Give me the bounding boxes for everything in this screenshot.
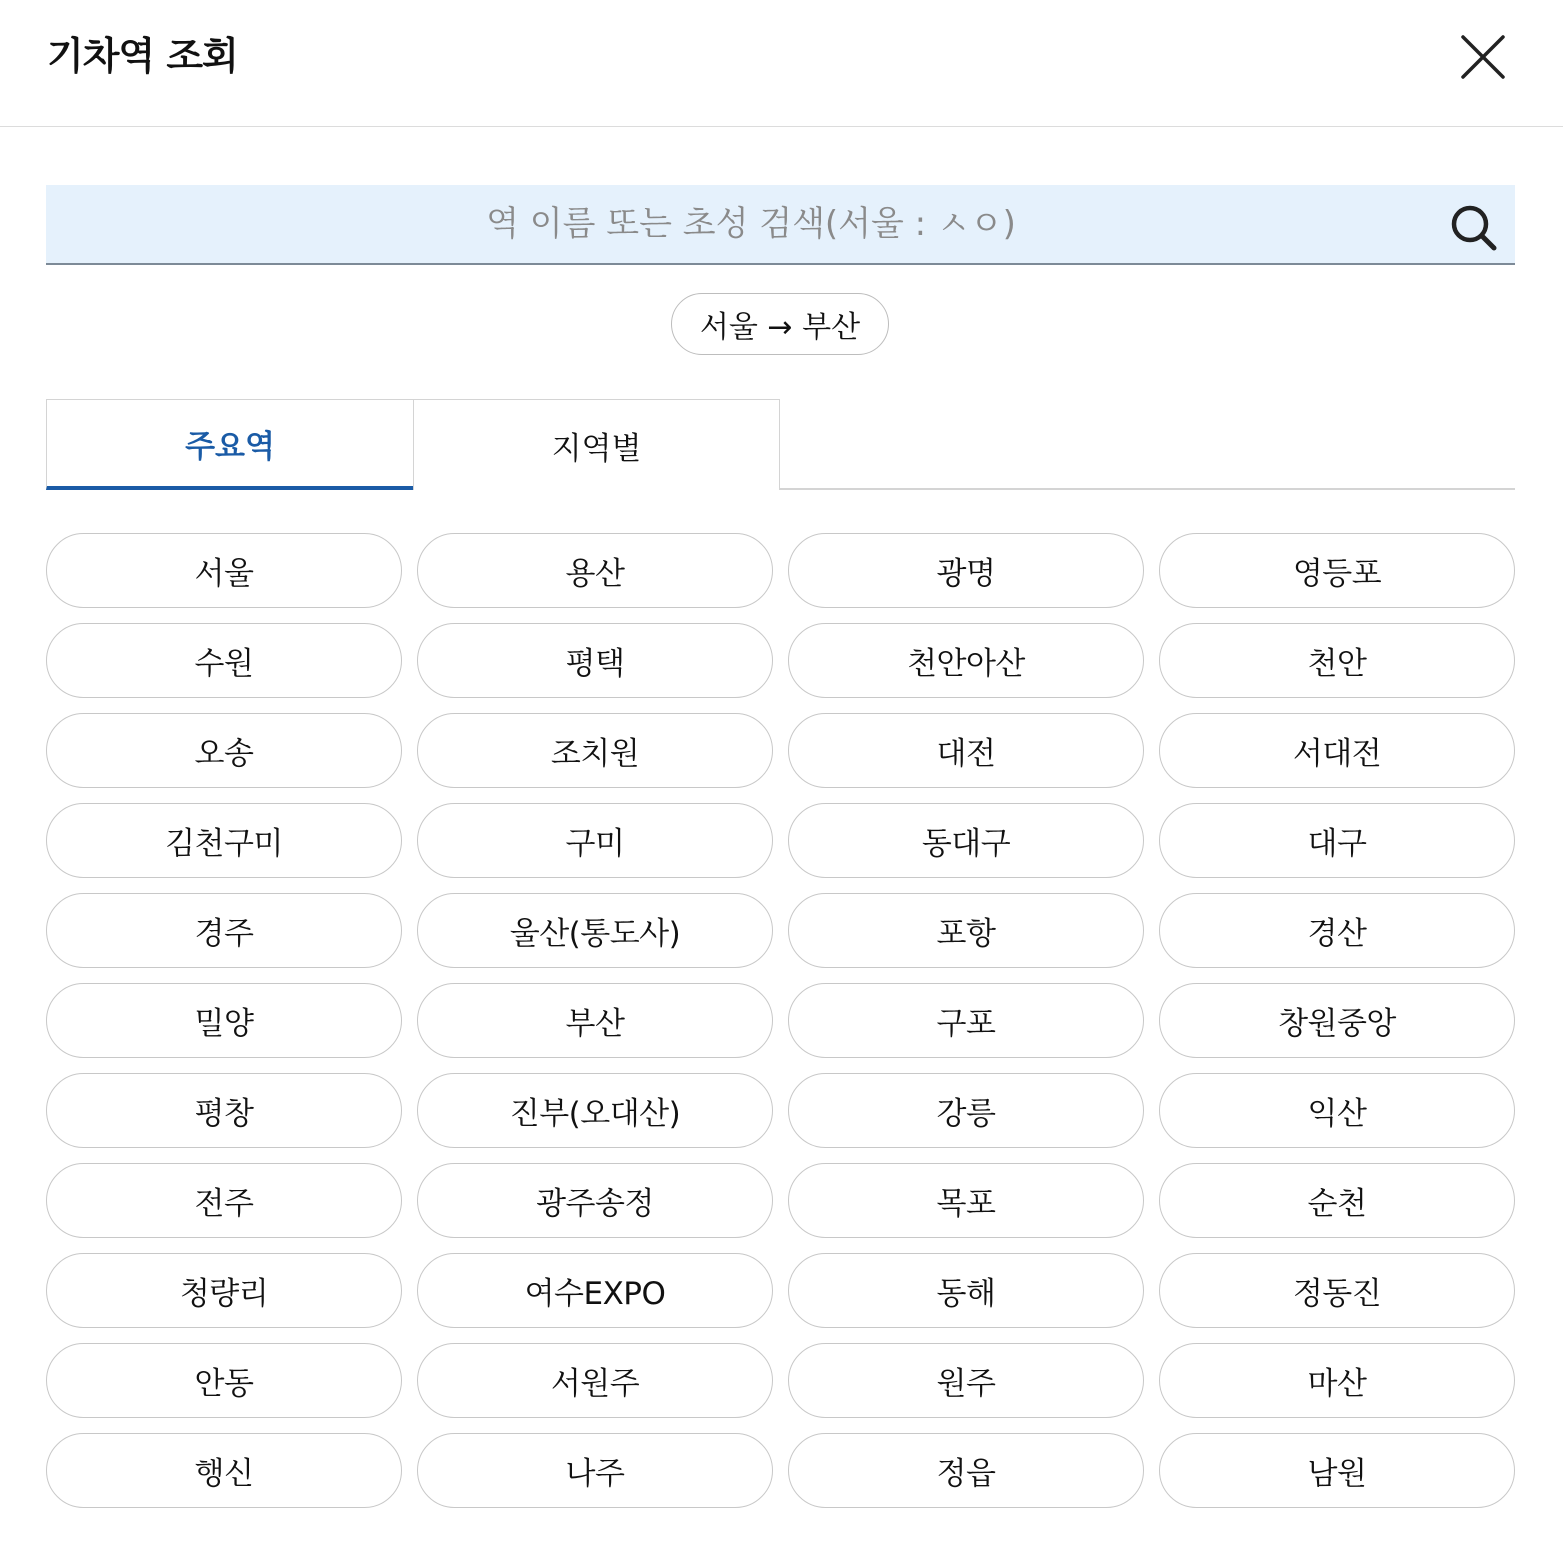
station-button[interactable]: 평택 bbox=[417, 623, 773, 698]
station-button[interactable]: 서대전 bbox=[1159, 713, 1515, 788]
station-button[interactable]: 익산 bbox=[1159, 1073, 1515, 1148]
station-button[interactable]: 구포 bbox=[788, 983, 1144, 1058]
modal-header bbox=[0, 0, 1563, 127]
close-button[interactable] bbox=[1452, 26, 1514, 88]
station-button[interactable]: 광명 bbox=[788, 533, 1144, 608]
station-button[interactable]: 정동진 bbox=[1159, 1253, 1515, 1328]
station-button[interactable]: 밀양 bbox=[46, 983, 402, 1058]
station-button[interactable]: 경주 bbox=[46, 893, 402, 968]
station-button[interactable]: 천안아산 bbox=[788, 623, 1144, 698]
station-button[interactable]: 광주송정 bbox=[417, 1163, 773, 1238]
station-button[interactable]: 여수EXPO bbox=[417, 1253, 773, 1328]
station-button[interactable]: 경산 bbox=[1159, 893, 1515, 968]
station-button[interactable]: 영등포 bbox=[1159, 533, 1515, 608]
station-button[interactable]: 오송 bbox=[46, 713, 402, 788]
search-box bbox=[46, 185, 1515, 265]
station-tabs bbox=[46, 399, 1515, 490]
station-button[interactable]: 나주 bbox=[417, 1433, 773, 1508]
station-button[interactable]: 대구 bbox=[1159, 803, 1515, 878]
station-button[interactable]: 정읍 bbox=[788, 1433, 1144, 1508]
station-grid bbox=[46, 533, 1515, 1508]
station-button[interactable]: 진부(오대산) bbox=[417, 1073, 773, 1148]
tab-major-stations[interactable]: 주요역 bbox=[46, 399, 413, 490]
page-title: 기차역 조회 bbox=[47, 34, 238, 78]
station-button[interactable]: 행신 bbox=[46, 1433, 402, 1508]
recent-route-chip[interactable]: 서울 → 부산 bbox=[671, 293, 889, 355]
station-button[interactable]: 동대구 bbox=[788, 803, 1144, 878]
station-button[interactable]: 천안 bbox=[1159, 623, 1515, 698]
station-button[interactable]: 조치원 bbox=[417, 713, 773, 788]
station-button[interactable]: 평창 bbox=[46, 1073, 402, 1148]
search-input[interactable] bbox=[46, 185, 1436, 263]
station-button[interactable]: 대전 bbox=[788, 713, 1144, 788]
search-button[interactable] bbox=[1449, 203, 1499, 253]
tab-by-region[interactable]: 지역별 bbox=[413, 399, 780, 490]
station-button[interactable]: 청량리 bbox=[46, 1253, 402, 1328]
station-button[interactable]: 구미 bbox=[417, 803, 773, 878]
close-icon bbox=[1452, 26, 1514, 88]
station-button[interactable]: 부산 bbox=[417, 983, 773, 1058]
station-button[interactable]: 포항 bbox=[788, 893, 1144, 968]
search-icon bbox=[1449, 203, 1499, 253]
station-button[interactable]: 동해 bbox=[788, 1253, 1144, 1328]
station-button[interactable]: 순천 bbox=[1159, 1163, 1515, 1238]
station-button[interactable]: 남원 bbox=[1159, 1433, 1515, 1508]
station-button[interactable]: 마산 bbox=[1159, 1343, 1515, 1418]
station-button[interactable]: 울산(통도사) bbox=[417, 893, 773, 968]
station-button[interactable]: 서원주 bbox=[417, 1343, 773, 1418]
station-button[interactable]: 목포 bbox=[788, 1163, 1144, 1238]
station-button[interactable]: 용산 bbox=[417, 533, 773, 608]
station-button[interactable]: 수원 bbox=[46, 623, 402, 698]
station-button[interactable]: 안동 bbox=[46, 1343, 402, 1418]
station-button[interactable]: 김천구미 bbox=[46, 803, 402, 878]
station-button[interactable]: 서울 bbox=[46, 533, 402, 608]
station-button[interactable]: 원주 bbox=[788, 1343, 1144, 1418]
station-button[interactable]: 강릉 bbox=[788, 1073, 1144, 1148]
station-button[interactable]: 전주 bbox=[46, 1163, 402, 1238]
station-button[interactable]: 창원중앙 bbox=[1159, 983, 1515, 1058]
